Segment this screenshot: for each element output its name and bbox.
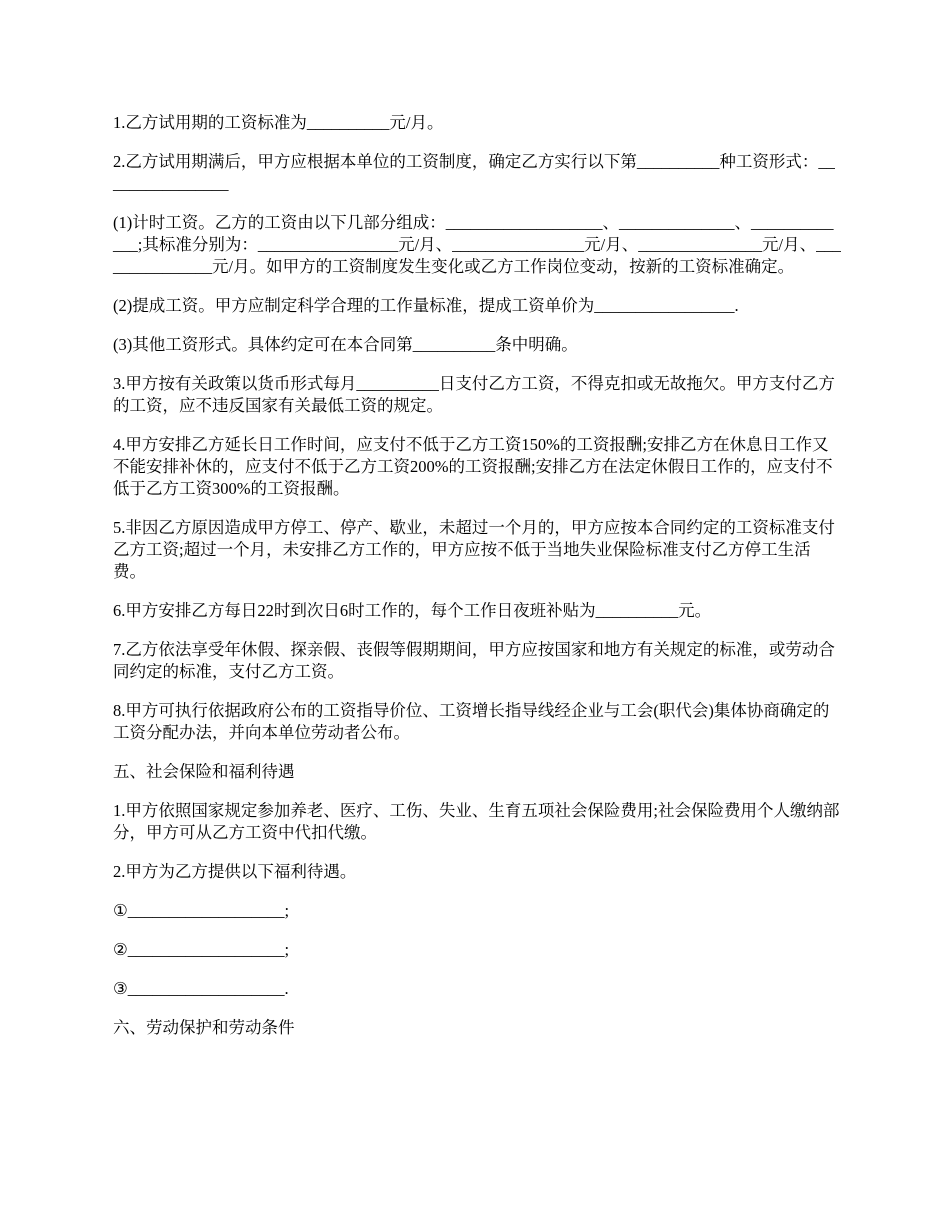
- paragraph-social-insurance: 1.甲方依照国家规定参加养老、医疗、工伤、失业、生育五项社会保险费用;社会保险费用个人缴纳部分，甲方可从乙方工资中代扣代缴。: [113, 801, 840, 842]
- paragraph-overtime: 4.甲方安排乙方延长日工作时间，应支付不低于乙方工资150%的工资报酬;安排乙方在休息日工作又不能安排补休的，应支付不低于乙方工资200%的工资报酬;安排乙方在法定休假日工作的，应支付不低于乙方工资300%的工资报酬。: [113, 435, 833, 498]
- paragraph-wage-guidance: 8.甲方可执行依据政府公布的工资指导价位、工资增长指导线经企业与工会(职代会)集体协商确定的工资分配办法，并向本单位劳动者公布。: [113, 701, 830, 742]
- benefit-item-2: ②___________________;: [113, 940, 290, 959]
- paragraph-hourly-wage: (1)计时工资。乙方的工资由以下几部分组成：___________________、______________、_____________;其标准分别为：_________________元/月、________________元/月、_______________元/月、_______________元/月。如甲方的工资制度发生变化或乙方工作岗位变动，按新的工资标准确定。: [113, 213, 841, 276]
- benefit-item-3: ③___________________.: [113, 979, 289, 998]
- paragraph-wage-form: 2.乙方试用期满后，甲方应根据本单位的工资制度，确定乙方实行以下第__________种工资形式：________________: [113, 152, 835, 193]
- paragraph-benefits: 2.甲方为乙方提供以下福利待遇。: [113, 862, 357, 881]
- paragraph-commission-wage: (2)提成工资。甲方应制定科学合理的工作量标准，提成工资单价为_________________.: [113, 296, 739, 315]
- paragraph-wage-probation: 1.乙方试用期的工资标准为__________元/月。: [113, 113, 444, 132]
- paragraph-leave-pay: 7.乙方依法享受年休假、探亲假、丧假等假期期间，甲方应按国家和地方有关规定的标准，或劳动合同约定的标准，支付乙方工资。: [113, 640, 835, 681]
- document-page: [113, 112, 841, 1056]
- paragraph-payment-date: 3.甲方按有关政策以货币形式每月__________日支付乙方工资，不得克扣或无故拖欠。甲方支付乙方的工资，应不违反国家有关最低工资的规定。: [113, 374, 835, 415]
- benefit-item-1: ①___________________;: [113, 901, 290, 920]
- paragraph-night-shift: 6.甲方安排乙方每日22时到次日6时工作的，每个工作日夜班补贴为__________元。: [113, 601, 712, 620]
- paragraph-other-wage: (3)其他工资形式。具体约定可在本合同第__________条中明确。: [113, 335, 578, 354]
- paragraph-work-stoppage: 5.非因乙方原因造成甲方停工、停产、歇业，未超过一个月的，甲方应按本合同约定的工资标准支付乙方工资;超过一个月，未安排乙方工作的，甲方应按不低于当地失业保险标准支付乙方停工生活费。: [113, 518, 835, 581]
- section-heading-insurance: 五、社会保险和福利待遇: [113, 762, 295, 781]
- section-heading-labor-protection: 六、劳动保护和劳动条件: [113, 1018, 295, 1037]
